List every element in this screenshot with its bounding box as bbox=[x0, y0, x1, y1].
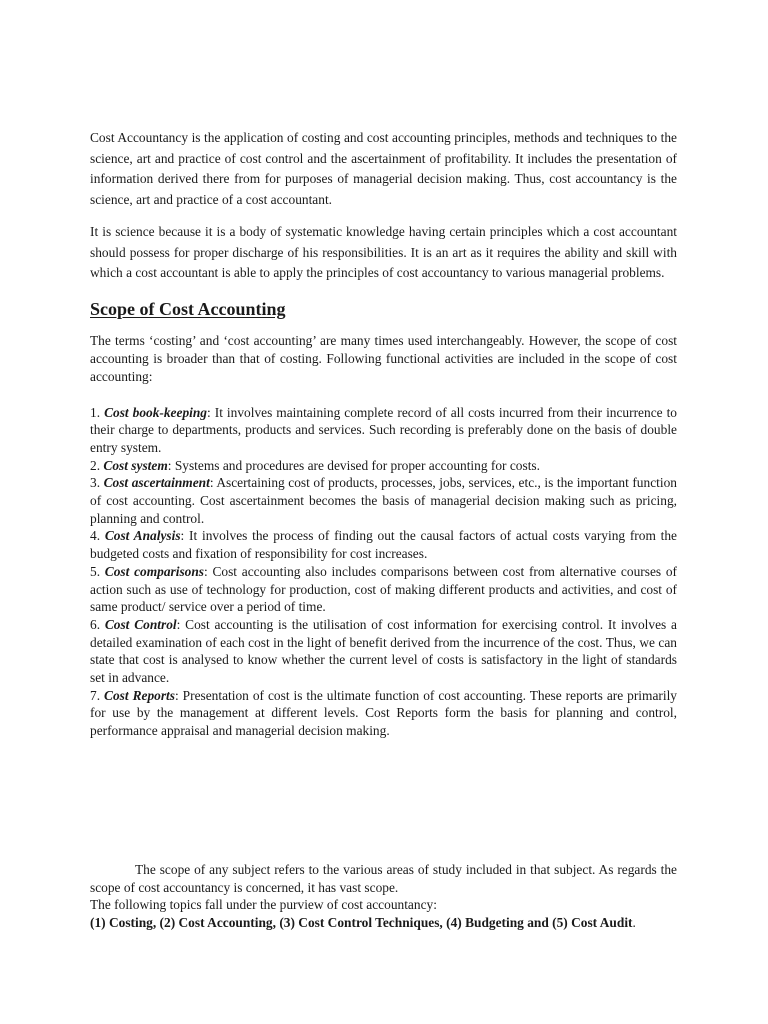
list-item-text: : It involves the process of finding out the causal factors of actual costs varying from the budgeted costs and fixation of responsibility for cost increases. bbox=[90, 528, 678, 562]
list-item bbox=[90, 474, 677, 527]
list-item-term: Cost Reports bbox=[104, 687, 175, 703]
topics-bold-text: (1) Costing, (2) Cost Accounting, (3) Cost Control Techniques, (4) Budgeting and (5) Cost Audit bbox=[90, 914, 633, 930]
list-item-term: Cost system bbox=[103, 457, 168, 473]
list-item bbox=[90, 687, 677, 740]
function-list bbox=[90, 404, 677, 740]
list-item bbox=[90, 616, 677, 687]
intro-paragraph-2: It is science because it is a body of systematic knowledge having certain principles which a cost accountant should possess for proper discharge of his responsibilities. It is an art as it requires the ability and skill with which a cost accountant is able to apply the principles of cost accountancy to various managerial problems. bbox=[90, 224, 677, 280]
list-item-term: Cost ascertainment bbox=[103, 475, 210, 491]
closing-paragraph: The scope of any subject refers to the various areas of study included in that subject. As regards the scope of cost accountancy is concerned, it has vast scope. bbox=[90, 862, 677, 895]
list-item-term: Cost Analysis bbox=[104, 528, 181, 544]
closing-section bbox=[90, 861, 677, 931]
list-item-text: : Cost accounting also includes comparisons between cost from alternative courses of action such as use of technology for production, cost of making different products and activities, and cost of same product/ service over a period of time. bbox=[90, 563, 677, 615]
list-item bbox=[90, 563, 677, 616]
list-item-number: 5. bbox=[90, 563, 101, 579]
list-item-number: 2. bbox=[90, 457, 101, 473]
list-item-term: Cost book-keeping bbox=[104, 404, 208, 420]
scope-intro-paragraph: The terms ‘costing’ and ‘cost accounting’ are many times used interchangeably. However, the scope of cost accounting is broader than that of costing. Following functional activities are included in the scope of cost accounting: bbox=[90, 332, 677, 384]
list-item bbox=[90, 457, 677, 475]
closing-topics-intro: The following topics fall under the purview of cost accountancy: bbox=[90, 897, 437, 912]
list-item-term: Cost comparisons bbox=[104, 563, 205, 579]
topics-end-punctuation: . bbox=[632, 914, 636, 930]
list-item-text: : It involves maintaining complete record of all costs incurred from their incurrence to their charge to departments, products and services. Such recording is preferably done on the basis of double entry system. bbox=[90, 404, 677, 455]
document-page bbox=[90, 128, 677, 740]
list-item-number: 7. bbox=[90, 687, 101, 703]
closing-topics-list bbox=[90, 914, 677, 932]
list-item bbox=[90, 527, 677, 562]
list-item-number: 4. bbox=[90, 528, 101, 544]
list-item-number: 1. bbox=[90, 404, 101, 420]
list-item-text: : Presentation of cost is the ultimate function of cost accounting. These reports are primarily for use by the management at different levels. Cost Reports form the basis for planning and control, performance appraisal and managerial decision making. bbox=[90, 687, 677, 739]
list-item-term: Cost Control bbox=[104, 616, 177, 632]
list-item bbox=[90, 404, 677, 457]
list-item-text: : Ascertaining cost of products, processes, jobs, services, etc., is the important function of cost accounting. Cost ascertainment becomes the basis of managerial decision making such as pricing, planning and control. bbox=[90, 475, 677, 526]
list-item-text: : Cost accounting is the utilisation of cost information for exercising control. It involves a detailed examination of each cost in the light of benefit derived from the incurrence of the cost. Thus, we can state that cost is analysed to know whether the current level of costs is satisfactory in the light of standards set in advance. bbox=[90, 616, 677, 686]
section-heading: Scope of Cost Accounting bbox=[90, 298, 286, 319]
list-item-number: 3. bbox=[90, 475, 101, 491]
intro-paragraph-1: Cost Accountancy is the application of costing and cost accounting principles, methods and techniques to the science, art and practice of cost control and the ascertainment of profitability. It includes the presentation of information derived there from for purposes of managerial decision making. Thus, cost accountancy is the science, art and practice of a cost accountant. bbox=[90, 130, 677, 207]
list-item-text: : Systems and procedures are devised for proper accounting for costs. bbox=[167, 457, 540, 473]
list-item-number: 6. bbox=[90, 616, 101, 632]
